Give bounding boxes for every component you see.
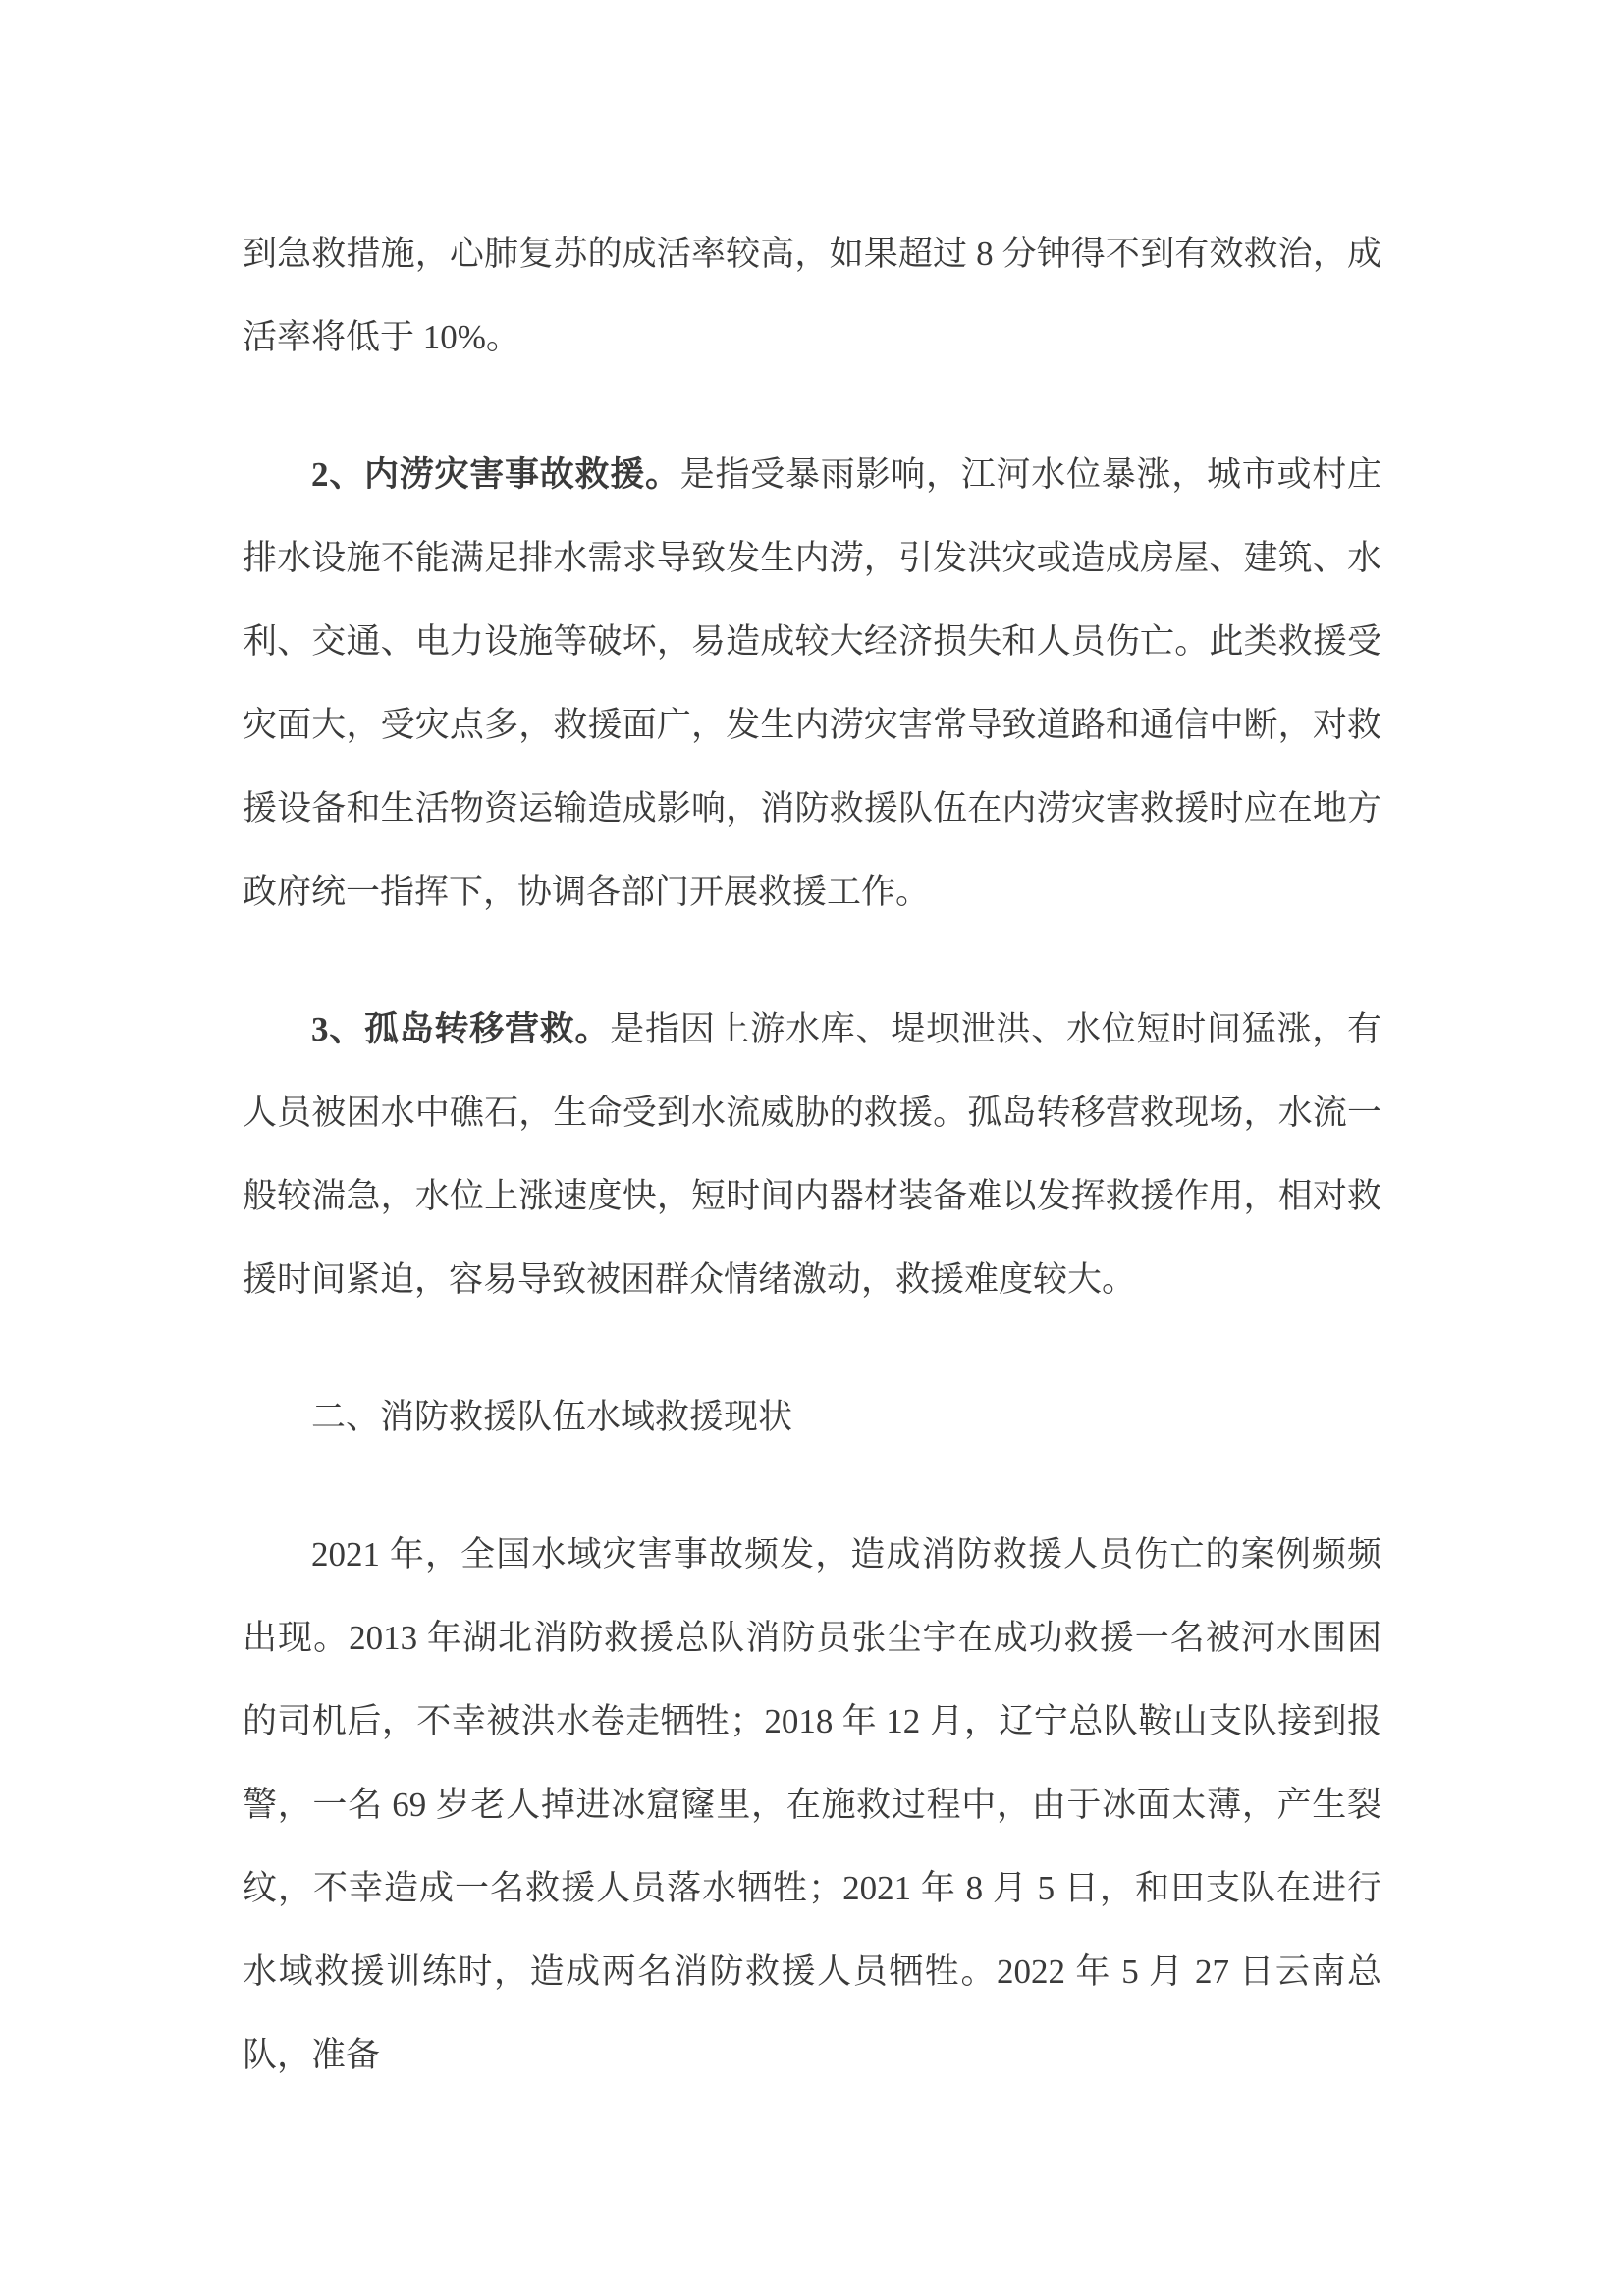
text-block <box>243 212 1381 2151</box>
paragraph-body: 到急救措施，心肺复苏的成活率较高，如果超过 8 分钟得不到有效救治，成活率将低于 10%。 <box>243 235 1381 356</box>
paragraph-body: 是指受暴雨影响，江河水位暴涨，城市或村庄排水设施不能满足排水需求导致发生内涝，引发洪灾或造成房屋、建筑、水利、交通、电力设施等破坏，易造成较大经济损失和人员伤亡。此类救援受灾面大，受灾点多，救援面广，发生内涝灾害常导致道路和通信中断，对救援设备和生活物资运输造成影响，消防救援队伍在内涝灾害救援时应在地方政府统一指挥下，协调各部门开展救援工作。 <box>243 455 1381 911</box>
paragraph-continuation <box>243 212 1381 379</box>
paragraph-flood-rescue <box>243 433 1381 934</box>
paragraph-body: 是指因上游水库、堤坝泄洪、水位短时间猛涨，有人员被困水中礁石，生命受到水流威胁的救援。孤岛转移营救现场，水流一般较湍急，水位上涨速度快，短时间内器材装备难以发挥救援作用，相对救援时间紧迫，容易导致被困群众情绪激动，救援难度较大。 <box>243 1010 1381 1299</box>
heading-text: 二、消防救援队伍水域救援现状 <box>311 1398 793 1436</box>
paragraph-island-rescue <box>243 988 1381 1321</box>
paragraph-lead-bold: 3、孤岛转移营救。 <box>311 1010 611 1048</box>
section-heading <box>243 1375 1381 1459</box>
paragraph-body: 2021 年，全国水域灾害事故频发，造成消防救援人员伤亡的案例频频出现。2013 年湖北消防救援总队消防员张尘宇在成功救援一名被河水围困的司机后，不幸被洪水卷走牺牲；2018 年 12 月，辽宁总队鞍山支队接到报警，一名 69 岁老人掉进冰窟窿里，在施救过程中，由于冰面太薄，产生裂纹，不幸造成一名救援人员落水牺牲；2021 年 8 月 5 日，和田支队在进行水域救援训练时，造成两名消防救援人员牺牲。2022 年 5 月 27 日云南总队，准备 <box>243 1535 1381 2074</box>
paragraph-lead-bold: 2、内涝灾害事故救援。 <box>311 455 680 494</box>
paragraph-status-2021 <box>243 1513 1381 2097</box>
